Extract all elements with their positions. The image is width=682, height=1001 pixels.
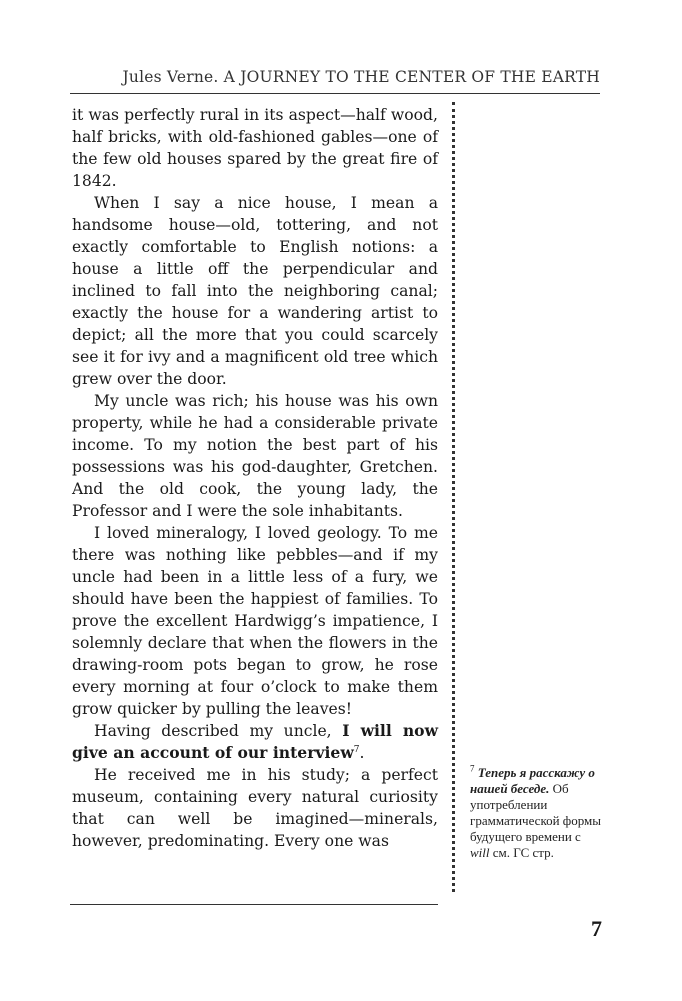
header-rule bbox=[70, 93, 600, 94]
main-text-column bbox=[72, 104, 438, 852]
paragraph-3: My uncle was rich; his house was his own property, while he had a considerable private income. To my notion the best part of his possessions was his god-daughter, Gretchen. And the old cook, the young lady, the Professor and I were the sole inhabitants. bbox=[72, 392, 438, 520]
footer-rule bbox=[70, 904, 438, 905]
paragraph-4: I loved mineralogy, I loved geology. To me there was nothing like pebbles—and if my uncle had been in a little less of a fury, we should have been the happiest of families. To prove the excellent Hardwigg’s impatience, I solemnly declare that when the flowers in the drawing-room pots began to grow, he rose every morning at four o’clock to make them grow quicker by pulling the leaves! bbox=[72, 524, 438, 718]
margin-footnote bbox=[470, 765, 602, 861]
running-head: Jules Verne. A JOURNEY TO THE CENTER OF THE EARTH bbox=[122, 68, 600, 86]
paragraph-5-lead: Having described my uncle, bbox=[94, 722, 343, 740]
footnote-heading: Теперь я расскажу о нашей беседе. bbox=[470, 765, 595, 796]
paragraph-5 bbox=[72, 720, 438, 764]
page-number: 7 bbox=[591, 916, 602, 941]
paragraph-6: He received me in his study; a perfect museum, containing every natural curiosity that can well be imagined—minerals, however, predominating. Every one was bbox=[72, 766, 438, 850]
paragraph-1: it was perfectly rural in its aspect—half wood, half bricks, with old-fashioned gables—one of the few old houses spared by the great fire of 1842. bbox=[72, 106, 438, 190]
paragraph-5-tail: . bbox=[359, 744, 365, 762]
footnote-marker: 7 bbox=[470, 763, 475, 774]
footnote-body: Об употреблении грамматической формы будущего времени с bbox=[470, 781, 601, 844]
paragraph-2: When I say a nice house, I mean a handsome house—old, tottering, and not exactly comfortable to English notions: a house a little off the perpendicular and inclined to fall into the neighboring canal; exactly the house for a wandering artist to depict; all the more that you could scarcely see it for ivy and a magnificent old tree which grew over the door. bbox=[72, 194, 438, 388]
footnote-body-end: см. ГС стр. bbox=[489, 845, 554, 860]
margin-dotted-rule bbox=[452, 102, 455, 892]
footnote-ref[interactable]: 7 bbox=[353, 744, 360, 755]
paragraph-5-bold: I will now give an account of our interview bbox=[72, 721, 438, 762]
footnote-italic: will bbox=[470, 845, 490, 860]
